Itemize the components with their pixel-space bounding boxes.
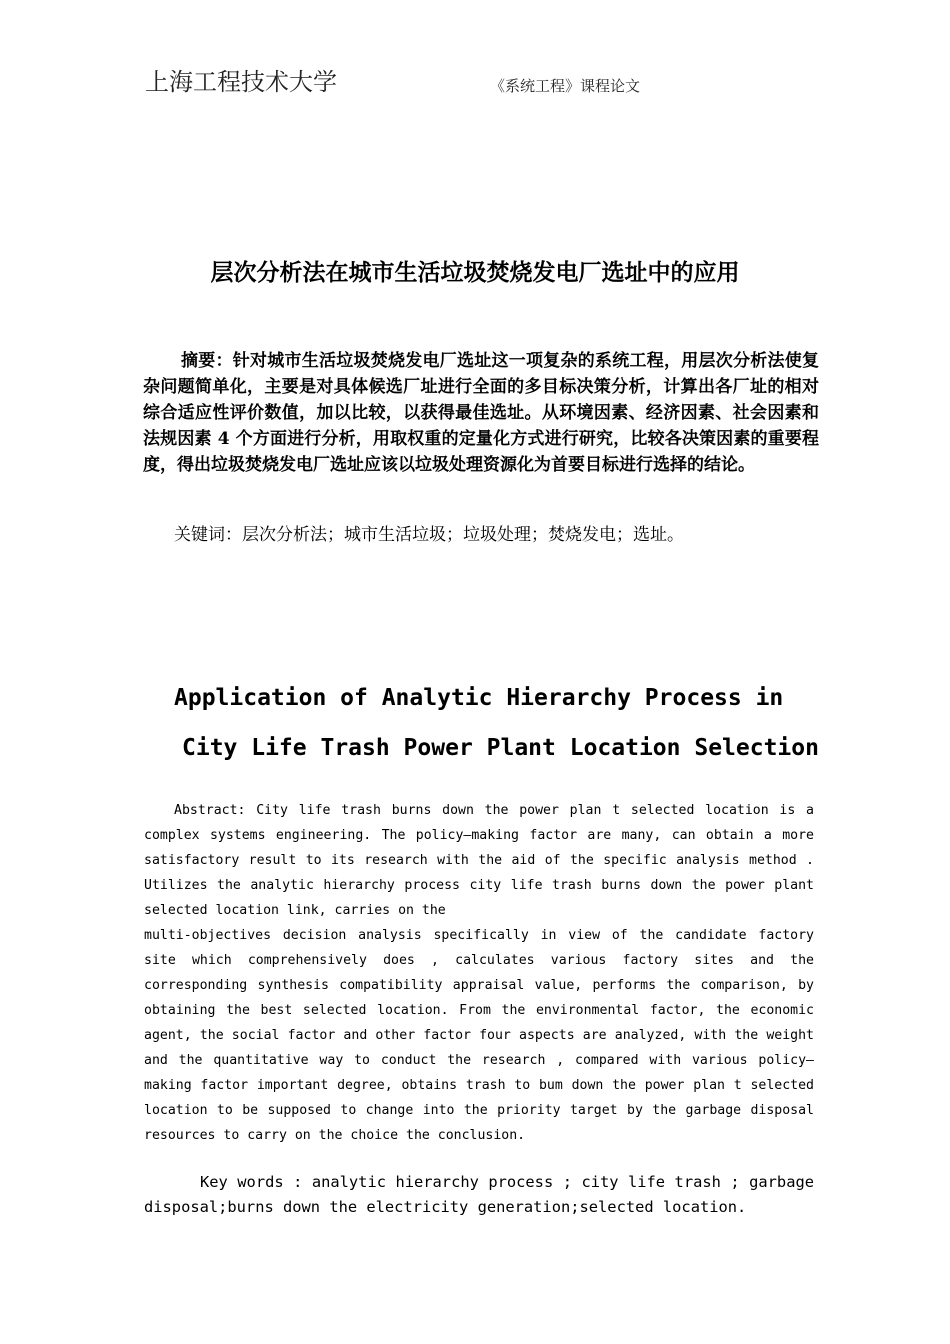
english-abstract	[144, 798, 814, 1148]
english-title-line-2: City Life Trash Power Plant Location Selection	[182, 735, 819, 761]
english-keywords: Key words : analytic hierarchy process ; city life trash ; garbage disposal;burns down the electricity generation;selected location.	[144, 1173, 814, 1216]
header-university: 上海工程技术大学	[145, 68, 337, 96]
header-course: 《系统工程》课程论文	[490, 77, 641, 95]
chinese-keywords: 关键词：层次分析法；城市生活垃圾；垃圾处理；焚烧发电；选址。	[174, 525, 684, 545]
english-title-line-1: Application of Analytic Hierarchy Process in	[174, 685, 784, 711]
chinese-abstract: 摘要：针对城市生活垃圾焚烧发电厂选址这一项复杂的系统工程，用层次分析法使复杂问题简单化，主要是对具体候选厂址进行全面的多目标决策分析，计算出各厂址的相对综合适应性评价数值，加以比较，以获得最佳选址。从环境因素、经济因素、社会因素和法规因素 4 个方面进行分析，用取权重的定量化方式进行研究，比较各决策因素的重要程度，得出垃圾焚烧发电厂选址应该以垃圾处理资源化为首要目标进行选择的结论。	[143, 351, 819, 475]
english-abstract-part-1: Abstract: City life trash burns down the power plan t selected location is a complex systems engineering. The policy—making factor are many, can obtain a more satisfactory result to its research with the aid of the specific analysis method . Utilizes the analytic hierarchy process city life trash burns down the power plant selected location link, carries on the	[144, 803, 814, 918]
english-abstract-part-2: multi-objectives decision analysis specifically in view of the candidate factory site which comprehensively does , calculates various factory sites and the corresponding synthesis compatibility appraisal value, performs the comparison, by obtaining the best selected location. From the environmental factor, the economic agent, the social factor and other factor four aspects are analyzed, with the weight and the quantitative way to conduct the research , compared with various policy—making factor important degree, obtains trash to bum down the power plan t selected location to be supposed to change into the priority target by the garbage disposal resources to carry on the choice the conclusion.	[144, 928, 814, 1143]
chinese-title: 层次分析法在城市生活垃圾焚烧发电厂选址中的应用	[210, 260, 740, 286]
